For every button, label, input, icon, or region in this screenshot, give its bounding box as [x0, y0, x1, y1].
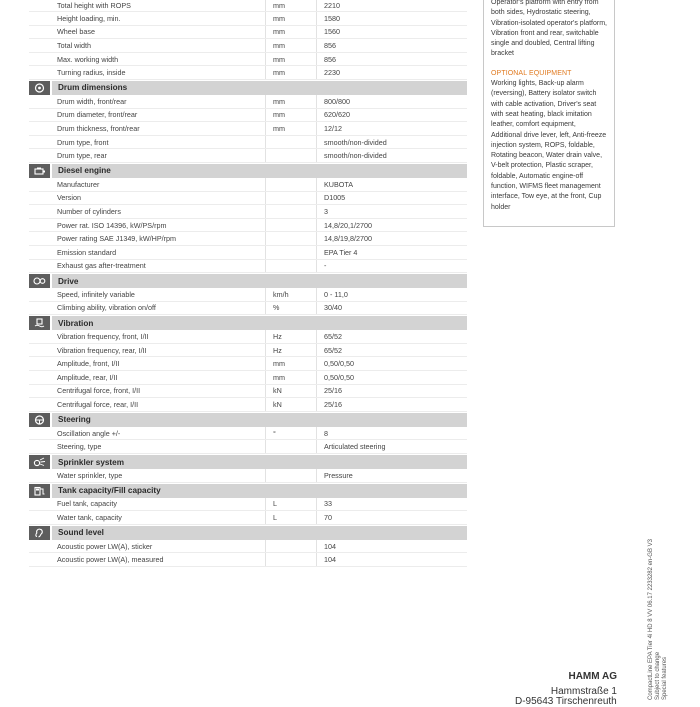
spec-value: 65/52: [316, 344, 467, 357]
footer-company: HAMM AG: [568, 671, 617, 682]
table-row: [29, 553, 467, 567]
table-row: [29, 136, 467, 150]
footer-street: Hammstraße 1: [550, 686, 617, 697]
spec-value: 70: [316, 511, 467, 524]
spec-value: -: [316, 260, 467, 273]
spec-unit: [265, 469, 316, 482]
spec-unit: Hz: [265, 330, 316, 343]
spec-value: 14,8/19,8/2700: [316, 232, 467, 245]
section-header: [29, 413, 467, 427]
spec-value: smooth/non-divided: [316, 136, 467, 149]
table-row: [29, 385, 467, 399]
table-row: [29, 178, 467, 192]
table-row: [29, 53, 467, 67]
spec-label: Total width: [57, 40, 91, 50]
spec-label: Wheel base: [57, 27, 95, 37]
spec-unit: %: [265, 302, 316, 315]
spec-value: 620/620: [316, 109, 467, 122]
spec-unit: [265, 149, 316, 162]
table-row: [29, 469, 467, 483]
sprinkler-icon: [29, 455, 50, 469]
spec-value: 800/800: [316, 95, 467, 108]
spec-label: Height loading, min.: [57, 13, 121, 23]
spec-value: 12/12: [316, 122, 467, 135]
spec-value: 104: [316, 553, 467, 566]
table-row: [29, 122, 467, 136]
section-title: Tank capacity/Fill capacity: [52, 484, 467, 498]
table-row: [29, 371, 467, 385]
spec-unit: [265, 260, 316, 273]
table-row: [29, 219, 467, 233]
table-row: [29, 302, 467, 316]
section-header: [29, 484, 467, 498]
spec-unit: [265, 540, 316, 553]
spec-label: Total height with ROPS: [57, 1, 131, 10]
spec-label: Centrifugal force, front, I/II: [57, 386, 141, 396]
section-title: Sound level: [52, 526, 467, 540]
spec-unit: km/h: [265, 288, 316, 301]
spec-unit: mm: [265, 53, 316, 66]
spec-value: 65/52: [316, 330, 467, 343]
spec-unit: [265, 192, 316, 205]
spec-label: Oscillation angle +/-: [57, 428, 121, 438]
spec-label: Centrifugal force, rear, I/II: [57, 400, 139, 410]
spec-unit: mm: [265, 0, 316, 11]
table-row: [29, 26, 467, 40]
spec-unit: L: [265, 498, 316, 511]
table-row: [29, 12, 467, 26]
spec-label: Water tank, capacity: [57, 513, 122, 523]
spec-table: [29, 0, 467, 567]
spec-value: 2230: [316, 66, 467, 79]
footer-city: D-95643 Tirschenreuth: [515, 696, 617, 707]
document-reference-note: [648, 520, 669, 700]
spec-label: Speed, infinitely variable: [57, 289, 135, 299]
spec-label: Vibration frequency, rear, I/II: [57, 345, 147, 355]
standard-equipment-text: Operator's platform with entry from both sides, Hydrostatic steering, Vibration-isolated operator's platform, Vibration front and rear, switchable single and doubled, Central lifting bracket: [491, 0, 607, 58]
table-row: [29, 95, 467, 109]
table-row: [29, 192, 467, 206]
table-row: [29, 540, 467, 554]
spec-unit: L: [265, 511, 316, 524]
section-title: Sprinkler system: [52, 455, 467, 469]
spec-unit: [265, 205, 316, 218]
table-row: [29, 330, 467, 344]
equipment-panel: [483, 0, 615, 227]
table-row: [29, 205, 467, 219]
spec-label: Drum diameter, front/rear: [57, 110, 138, 120]
spec-label: Drum type, front: [57, 137, 109, 147]
spec-unit: °: [265, 427, 316, 440]
optional-equipment-text: Working lights, Back-up alarm (reversing), Battery isolator switch with cable activation, Driver's seat with seat heating, black imitation leather, comfort equipment, Additional drive lever, left, Anti-freeze injection system, ROPS, foldable, Rotating beacon, Water drain valve, V-belt protection, Plastic scraper, foldable, Automatic engine-off function, WIFMS fleet management interface, Tow eye, at the front, Cup holder: [491, 80, 607, 211]
spec-label: Amplitude, front, I/II: [57, 359, 120, 369]
spec-label: Exhaust gas after-treatment: [57, 261, 146, 271]
section-title: Diesel engine: [52, 164, 467, 178]
spec-label: Acoustic power LW(A), measured: [57, 555, 164, 565]
spec-value: 25/16: [316, 398, 467, 411]
optional-equipment-heading: OPTIONAL EQUIPMENT: [491, 69, 572, 77]
ear-icon: [29, 526, 50, 540]
spec-unit: mm: [265, 66, 316, 79]
spec-value: 14,8/20,1/2700: [316, 219, 467, 232]
spec-value: EPA Tier 4: [316, 246, 467, 259]
spec-value: Articulated steering: [316, 440, 467, 453]
table-row: [29, 66, 467, 80]
spec-unit: mm: [265, 26, 316, 39]
section-header: [29, 455, 467, 469]
spec-value: 8: [316, 427, 467, 440]
spec-unit: mm: [265, 357, 316, 370]
spec-unit: [265, 178, 316, 191]
drum-icon: [29, 81, 50, 95]
spec-value: 856: [316, 53, 467, 66]
spec-unit: mm: [265, 122, 316, 135]
spec-unit: [265, 246, 316, 259]
spec-label: Manufacturer: [57, 179, 100, 189]
spec-label: Water sprinkler, type: [57, 470, 123, 480]
section-header: [29, 274, 467, 288]
spec-unit: [265, 553, 316, 566]
spec-value: Pressure: [316, 469, 467, 482]
spec-value: 1580: [316, 12, 467, 25]
spec-unit: mm: [265, 95, 316, 108]
spec-label: Vibration frequency, front, I/II: [57, 332, 149, 342]
spec-unit: mm: [265, 12, 316, 25]
spec-value: 0,50/0,50: [316, 357, 467, 370]
spec-label: Fuel tank, capacity: [57, 499, 117, 509]
spec-value: 0 - 11,0: [316, 288, 467, 301]
spec-value: smooth/non-divided: [316, 149, 467, 162]
spec-label: Turning radius, inside: [57, 68, 126, 78]
table-row: [29, 0, 467, 12]
spec-label: Number of cylinders: [57, 206, 121, 216]
table-row: [29, 109, 467, 123]
spec-unit: [265, 136, 316, 149]
table-row: [29, 440, 467, 454]
spec-unit: kN: [265, 398, 316, 411]
subject-to-change-line: Subject to change: [655, 651, 661, 700]
spec-unit: [265, 440, 316, 453]
spec-value: 33: [316, 498, 467, 511]
spec-value: 1560: [316, 26, 467, 39]
spec-value: 25/16: [316, 385, 467, 398]
spec-label: Power rating SAE J1349, kW/HP/rpm: [57, 234, 177, 244]
table-row: [29, 149, 467, 163]
spec-value: 104: [316, 540, 467, 553]
spec-value: 0,50/0,50: [316, 371, 467, 384]
table-row: [29, 246, 467, 260]
engine-icon: [29, 164, 50, 178]
spec-value: 3: [316, 205, 467, 218]
table-row: [29, 39, 467, 53]
table-row: [29, 427, 467, 441]
section-title: Steering: [52, 413, 467, 427]
spec-unit: [265, 219, 316, 232]
spec-label: Drum width, front/rear: [57, 96, 127, 106]
spec-label: Amplitude, rear, I/II: [57, 372, 118, 382]
spec-unit: mm: [265, 371, 316, 384]
spec-label: Steering, type: [57, 442, 102, 452]
section-header: [29, 316, 467, 330]
section-header: [29, 81, 467, 95]
section-header: [29, 164, 467, 178]
spec-label: Acoustic power LW(A), sticker: [57, 541, 153, 551]
table-row: [29, 357, 467, 371]
table-row: [29, 288, 467, 302]
spec-value: 2210: [316, 0, 467, 11]
table-row: [29, 398, 467, 412]
section-header: [29, 526, 467, 540]
spec-label: Max. working width: [57, 54, 119, 64]
spec-unit: [265, 232, 316, 245]
spec-label: Emission standard: [57, 247, 117, 257]
section-title: Drum dimensions: [52, 81, 467, 95]
spec-unit: Hz: [265, 344, 316, 357]
document-reference-line: CompactLine EPA Tier 4i HD 8 VV 06.17 2233282 en-GB V3: [648, 539, 654, 700]
spec-label: Version: [57, 193, 81, 203]
table-row: [29, 260, 467, 274]
steering-wheel-icon: [29, 413, 50, 427]
fuel-pump-icon: [29, 484, 50, 498]
table-row: [29, 511, 467, 525]
table-row: [29, 498, 467, 512]
spec-label: Climbing ability, vibration on/off: [57, 303, 156, 313]
spec-unit: mm: [265, 39, 316, 52]
spec-value: 30/40: [316, 302, 467, 315]
spec-value: D1005: [316, 192, 467, 205]
spec-label: Power rat. ISO 14396, kW/PS/rpm: [57, 220, 167, 230]
section-title: Drive: [52, 274, 467, 288]
table-row: [29, 232, 467, 246]
spec-label: Drum type, rear: [57, 151, 107, 161]
spec-unit: mm: [265, 109, 316, 122]
spec-value: KUBOTA: [316, 178, 467, 191]
spec-value: 856: [316, 39, 467, 52]
spec-label: Drum thickness, front/rear: [57, 123, 140, 133]
special-features-line: Special features: [662, 656, 668, 700]
spec-unit: kN: [265, 385, 316, 398]
vibration-icon: [29, 316, 50, 330]
drive-icon: [29, 274, 50, 288]
section-title: Vibration: [52, 316, 467, 330]
table-row: [29, 344, 467, 358]
